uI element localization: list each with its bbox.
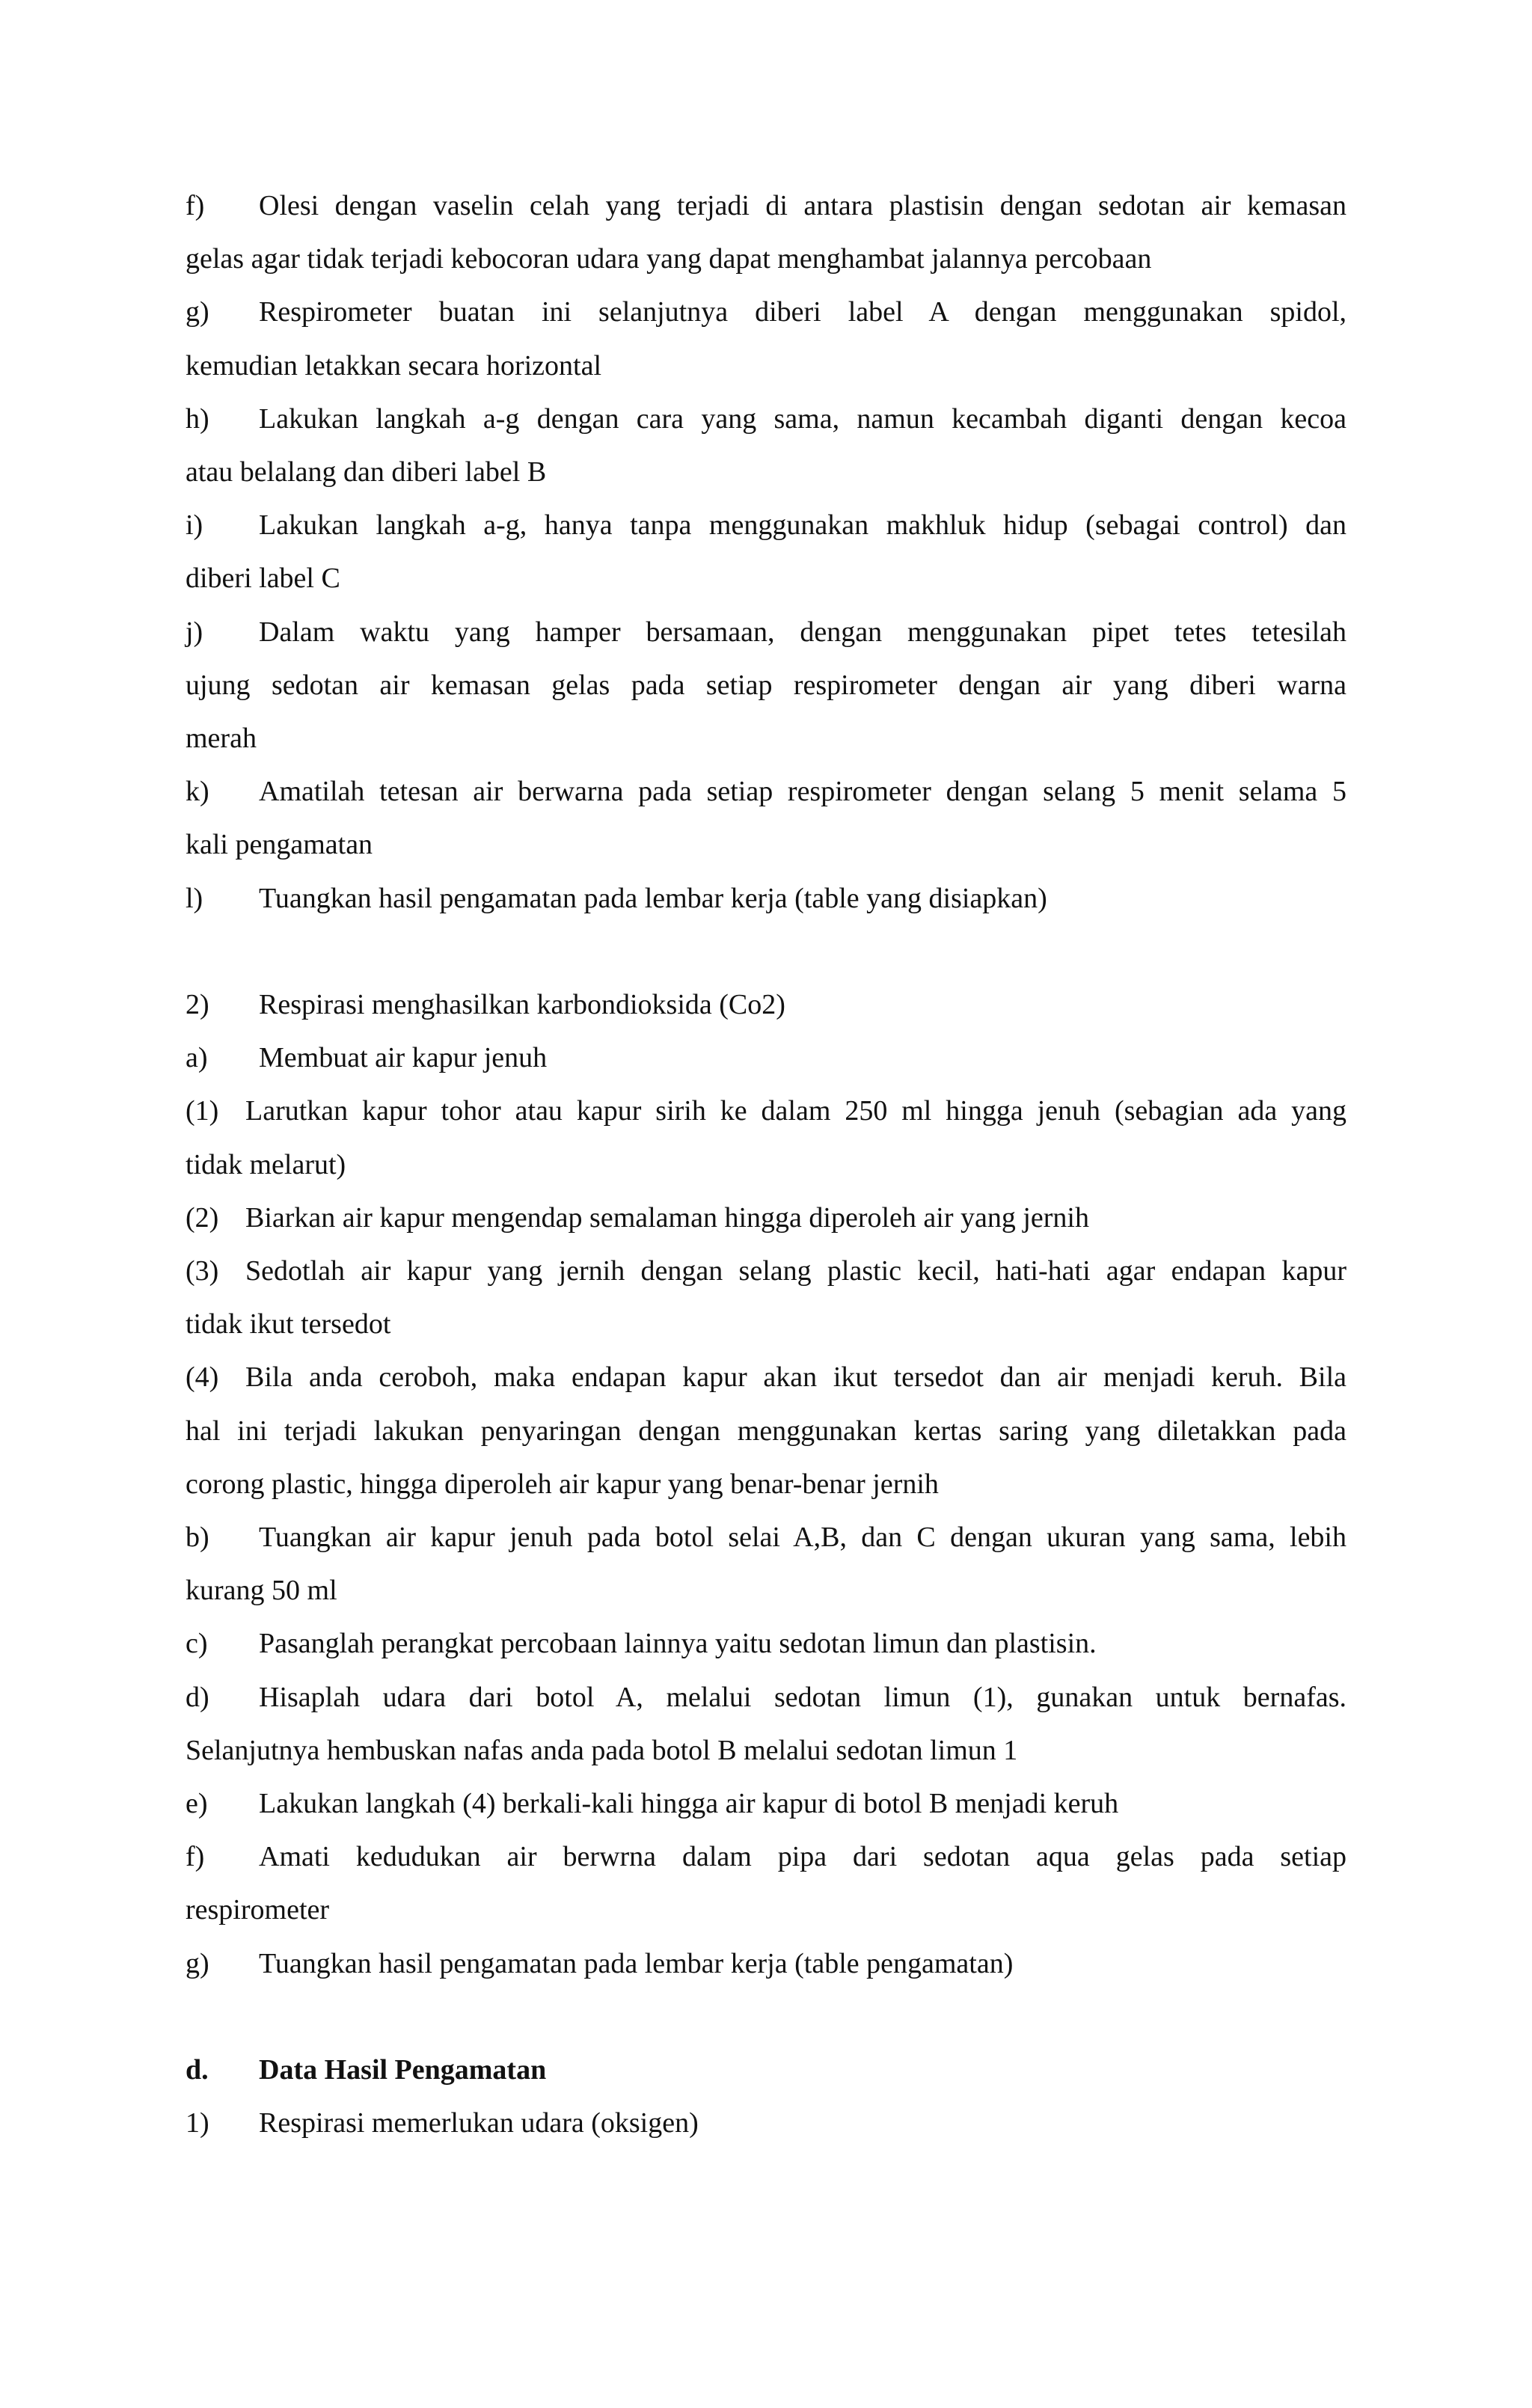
section-2-title: Respirasi menghasilkan karbondioksida (Co2) (259, 989, 785, 1021)
list-item-label: l) (186, 882, 203, 914)
section-2-heading (186, 978, 1346, 1032)
list-item-label: g) (186, 1947, 209, 1979)
list-item-label: j) (186, 616, 203, 648)
list-item (186, 286, 1346, 339)
list-item-label: (4) (186, 1361, 219, 1394)
list-item (186, 393, 1346, 446)
list-item-text: Lakukan langkah (4) berkali-kali hingga air kapur di botol B menjadi keruh (259, 1788, 1119, 1820)
item-a-label: a) (186, 1042, 208, 1074)
list-item (186, 1671, 1346, 1724)
list-item-continuation: corong plastic, hingga diperoleh air kapur yang benar-benar jernih (186, 1468, 939, 1500)
list-item-text: Tuangkan hasil pengamatan pada lembar kerja (table yang disiapkan) (259, 882, 1047, 914)
document-body (186, 180, 1346, 2150)
list-item (186, 872, 1346, 925)
list-item (186, 1245, 1346, 1298)
list-item-text: Pasanglah perangkat percobaan lainnya yaitu sedotan limun dan plastisin. (259, 1628, 1097, 1660)
list-item-text: Hisaplah udara dari botol A, melalui sedotan limun (1), gunakan untuk bernafas. (259, 1681, 1346, 1713)
list-item-continuation: ujung sedotan air kemasan gelas pada setiap respirometer dengan air yang diberi warna (186, 669, 1346, 701)
procedure-list-part1 (186, 180, 1346, 925)
list-item-continuation: respirometer (186, 1894, 330, 1926)
list-item-label: (1) (186, 1095, 219, 1127)
list-item-continuation: Selanjutnya hembuskan nafas anda pada botol B melalui sedotan limun 1 (186, 1734, 1018, 1766)
section-d-title: Data Hasil Pengamatan (259, 2054, 547, 2086)
list-item-text: Biarkan air kapur mengendap semalaman hingga diperoleh air yang jernih (245, 1201, 1089, 1234)
list-item-label: f) (186, 190, 205, 221)
list-item (186, 1777, 1346, 1830)
list-item-continuation: tidak melarut) (186, 1148, 346, 1180)
list-item-text: Sedotlah air kapur yang jernih dengan selang plastic kecil, hati-hati agar endapan kapur (245, 1255, 1346, 1287)
list-item-text: Amatilah tetesan air berwarna pada setiap respirometer dengan selang 5 menit selama 5 (259, 776, 1346, 808)
list-item (186, 180, 1346, 233)
list-item-label: i) (186, 509, 203, 542)
list-item-text: Lakukan langkah a-g, hanya tanpa menggunakan makhluk hidup (sebagai control) dan (259, 509, 1346, 542)
section-2-label: 2) (186, 989, 209, 1021)
list-item (186, 606, 1346, 659)
list-item (186, 1617, 1346, 1670)
list-item (186, 1830, 1346, 1884)
list-item-label: f) (186, 1841, 205, 1873)
list-item-continuation: kali pengamatan (186, 829, 373, 861)
list-item-continuation: diberi label C (186, 563, 340, 595)
list-item (186, 1192, 1346, 1245)
list-item-label: (2) (186, 1201, 219, 1234)
list-item-text: Larutkan kapur tohor atau kapur sirih ke dalam 250 ml hingga jenuh (sebagian ada yang (245, 1095, 1346, 1127)
list-item (186, 1351, 1346, 1404)
list-item (186, 1511, 1346, 1564)
list-item-text: Tuangkan hasil pengamatan pada lembar kerja (table pengamatan) (259, 1947, 1014, 1979)
list-item-label: b) (186, 1522, 209, 1554)
list-item-label: e) (186, 1788, 208, 1820)
list-item (186, 765, 1346, 818)
list-item-label: h) (186, 402, 209, 435)
paragraph-gap (186, 1991, 1346, 2044)
section-d-label: d. (186, 2054, 209, 2086)
list-item-text: Dalam waktu yang hamper bersamaan, dengan menggunakan pipet tetes tetesilah (259, 616, 1346, 648)
list-item (186, 499, 1346, 552)
list-item-text: Lakukan langkah a-g dengan cara yang sama, namun kecambah diganti dengan kecoa (259, 402, 1346, 435)
item-a-text: Membuat air kapur jenuh (259, 1042, 548, 1074)
list-item-text: Amati kedudukan air berwrna dalam pipa dari sedotan aqua gelas pada setiap (259, 1841, 1346, 1873)
list-item-label: (3) (186, 1255, 219, 1287)
list-item-text: Olesi dengan vaselin celah yang terjadi di antara plastisin dengan sedotan air kemasan (259, 190, 1346, 221)
list-item-label: c) (186, 1628, 208, 1660)
final-item (186, 2097, 1346, 2150)
list-item-continuation: kurang 50 ml (186, 1575, 337, 1607)
list-item-continuation: tidak ikut tersedot (186, 1308, 391, 1341)
final-item-label: 1) (186, 2107, 209, 2139)
final-item-text: Respirasi memerlukan udara (oksigen) (259, 2107, 699, 2139)
list-item (186, 1085, 1346, 1138)
numbered-steps (186, 1085, 1346, 1511)
list-item-continuation: atau belalang dan diberi label B (186, 456, 547, 488)
list-item-text: Tuangkan air kapur jenuh pada botol selai A,B, dan C dengan ukuran yang sama, lebih (259, 1522, 1346, 1554)
list-item (186, 1937, 1346, 1991)
list-item-label: k) (186, 776, 209, 808)
list-item-continuation: gelas agar tidak terjadi kebocoran udara yang dapat menghambat jalannya percobaan (186, 243, 1152, 275)
section-d-heading (186, 2044, 1346, 2097)
list-item-label: d) (186, 1681, 209, 1713)
list-item-continuation: merah (186, 723, 257, 755)
list-item-text: Bila anda ceroboh, maka endapan kapur akan ikut tersedot dan air menjadi keruh. Bila (245, 1361, 1346, 1394)
list-item-text: Respirometer buatan ini selanjutnya diberi label A dengan menggunakan spidol, (259, 296, 1346, 328)
item-a (186, 1032, 1346, 1085)
paragraph-gap (186, 925, 1346, 978)
list-item-continuation: kemudian letakkan secara horizontal (186, 349, 602, 382)
procedure-list-part2 (186, 1511, 1346, 1991)
list-item-continuation: hal ini terjadi lakukan penyaringan dengan menggunakan kertas saring yang diletakkan pada (186, 1415, 1346, 1447)
list-item-label: g) (186, 296, 209, 328)
